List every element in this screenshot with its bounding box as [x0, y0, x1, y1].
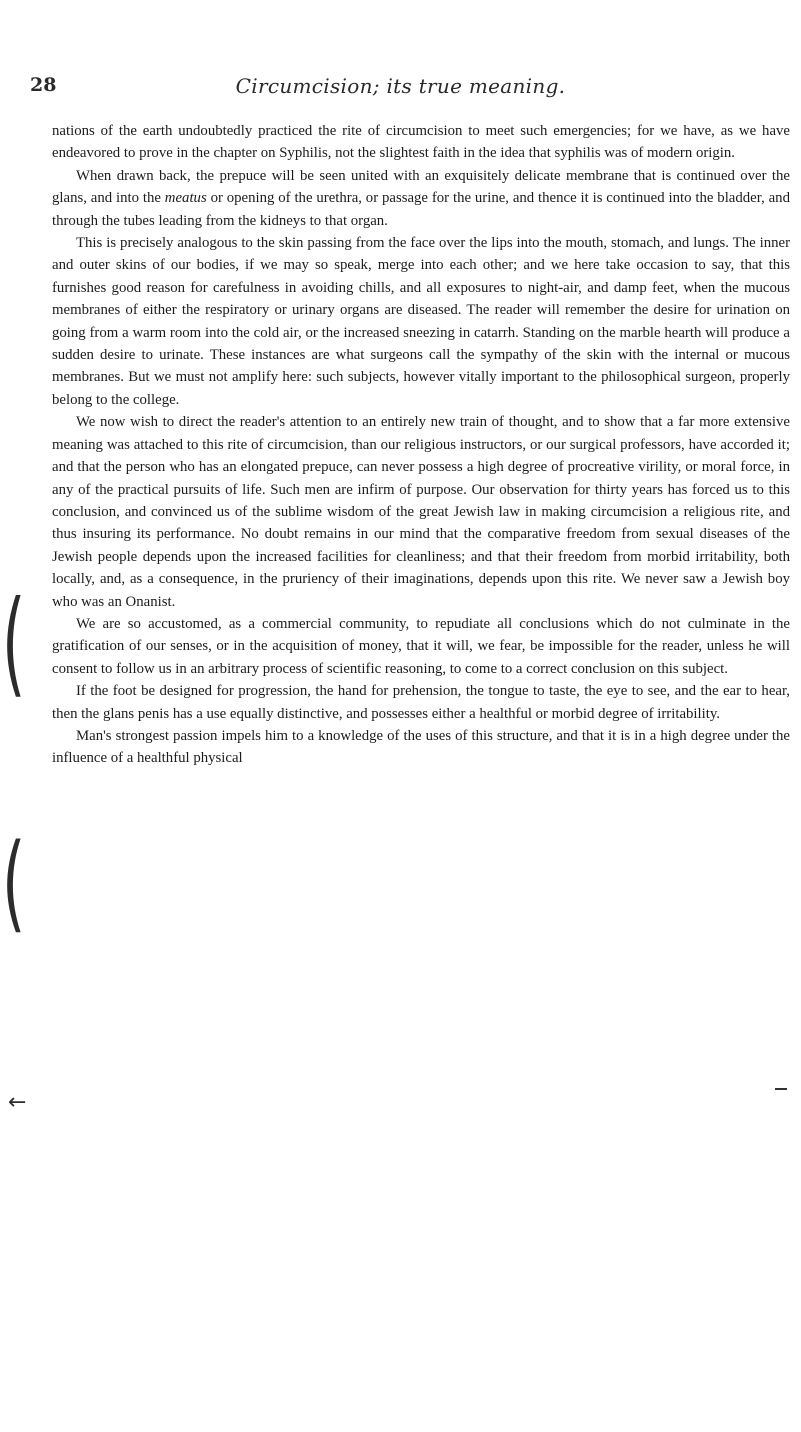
body-text	[52, 120, 790, 770]
paragraph-text: or opening of the urethra, or passage for the urine, and thence it is continued into the bladder, and through the tubes leading from the kidneys to that organ.	[52, 190, 790, 229]
paragraph-text: Man's strongest passion impels him to a knowledge of the uses of this structure, and that it is in a high degree under the influence of a healthful physical	[52, 727, 790, 767]
paragraph-text: When drawn back, the prepuce will be seen united with an exquisitely delicate membrane that is continued over the glans, and into the	[52, 167, 790, 207]
page-number: 28	[30, 74, 57, 96]
paragraph	[52, 680, 790, 725]
paragraph-text: We are so accustomed, as a commercial community, to repudiate all conclusions which do not culminate in the gratification of our senses, or in the acquisition of money, that it will, we fear, be impossible for the reader, unless he will consent to follow us in an arbitrary process of scientific reasoning, to come to a correct conclusion on this subject.	[52, 615, 790, 677]
paragraph-continued	[52, 120, 790, 165]
paragraph-text: We now wish to direct the reader's attention to an entirely new train of thought, and to show that a far more extensive meaning was attached to this rite of circumcision, than our religious instructors, or our surgical professors, have accorded it; and that the person who has an elongated prepuce, can never possess a high degree of procreative virility, or moral force, in any of the practical pursuits of life. Such men are infirm of purpose. Our observation for thirty years has forced us to this conclusion, and convinced us of the sublime wisdom of the great Jewish law in making circumcision a religious rite, and thus insuring its performance. No doubt remains in our mind that the comparative freedom from sexual diseases of the Jewish people depends upon the increased facilities for cleanliness; and that their freedom from morbid irritability, both locally, and, as a consequence, in the pruriency of their imaginations, depends upon this rite. We never saw a Jewish boy who was an Onanist.	[52, 414, 790, 610]
running-title: Circumcision; its true meaning.	[235, 74, 566, 98]
margin-arrow-mark: ←	[8, 1090, 27, 1115]
paragraph	[52, 165, 790, 232]
paragraph	[52, 613, 790, 680]
paragraph	[52, 232, 790, 411]
paragraph	[52, 725, 790, 770]
margin-bracket-mark: (	[2, 577, 26, 711]
running-head	[0, 74, 801, 100]
paragraph	[52, 411, 790, 613]
paragraph-text: This is precisely analogous to the skin passing from the face over the lips into the mouth, stomach, and lungs. The inner and outer skins of our bodies, if we may so speak, merge into each other; and we here take occasion to say, that this furnishes good reason for carefulness in avoiding chills, and all exposures to night-air, and damp feet, when the mucous membranes of either the respiratory or urinary organs are diseased. The reader will remember the desire for urination on going from a warm room into the cold air, or the increased sneezing in catarrh. Standing on the marble hearth will produce a sudden desire to urinate. These instances are what surgeons call the sympathy of the skin with the internal or mucous membranes. But we must not amplify here: such subjects, however vitally important to the philosophical surgeon, properly belong to the college.	[52, 235, 790, 408]
paragraph-text: If the foot be designed for progression, the hand for prehension, the tongue to taste, the eye to see, and the ear to hear, then the glans penis has a use equally distinctive, and possesses either a healthful or morbid degree of irritability.	[52, 683, 790, 722]
paragraph-text: nations of the earth undoubtedly practiced the rite of circumcision to meet such emergencies; for we have, as we have endeavored to prove in the chapter on Syphilis, not the slightest faith in the idea that syphilis was of modern origin.	[52, 123, 790, 162]
margin-dash-mark	[775, 1088, 787, 1090]
margin-bracket-mark: (	[2, 822, 26, 945]
emphasis-term: meatus	[164, 190, 207, 207]
